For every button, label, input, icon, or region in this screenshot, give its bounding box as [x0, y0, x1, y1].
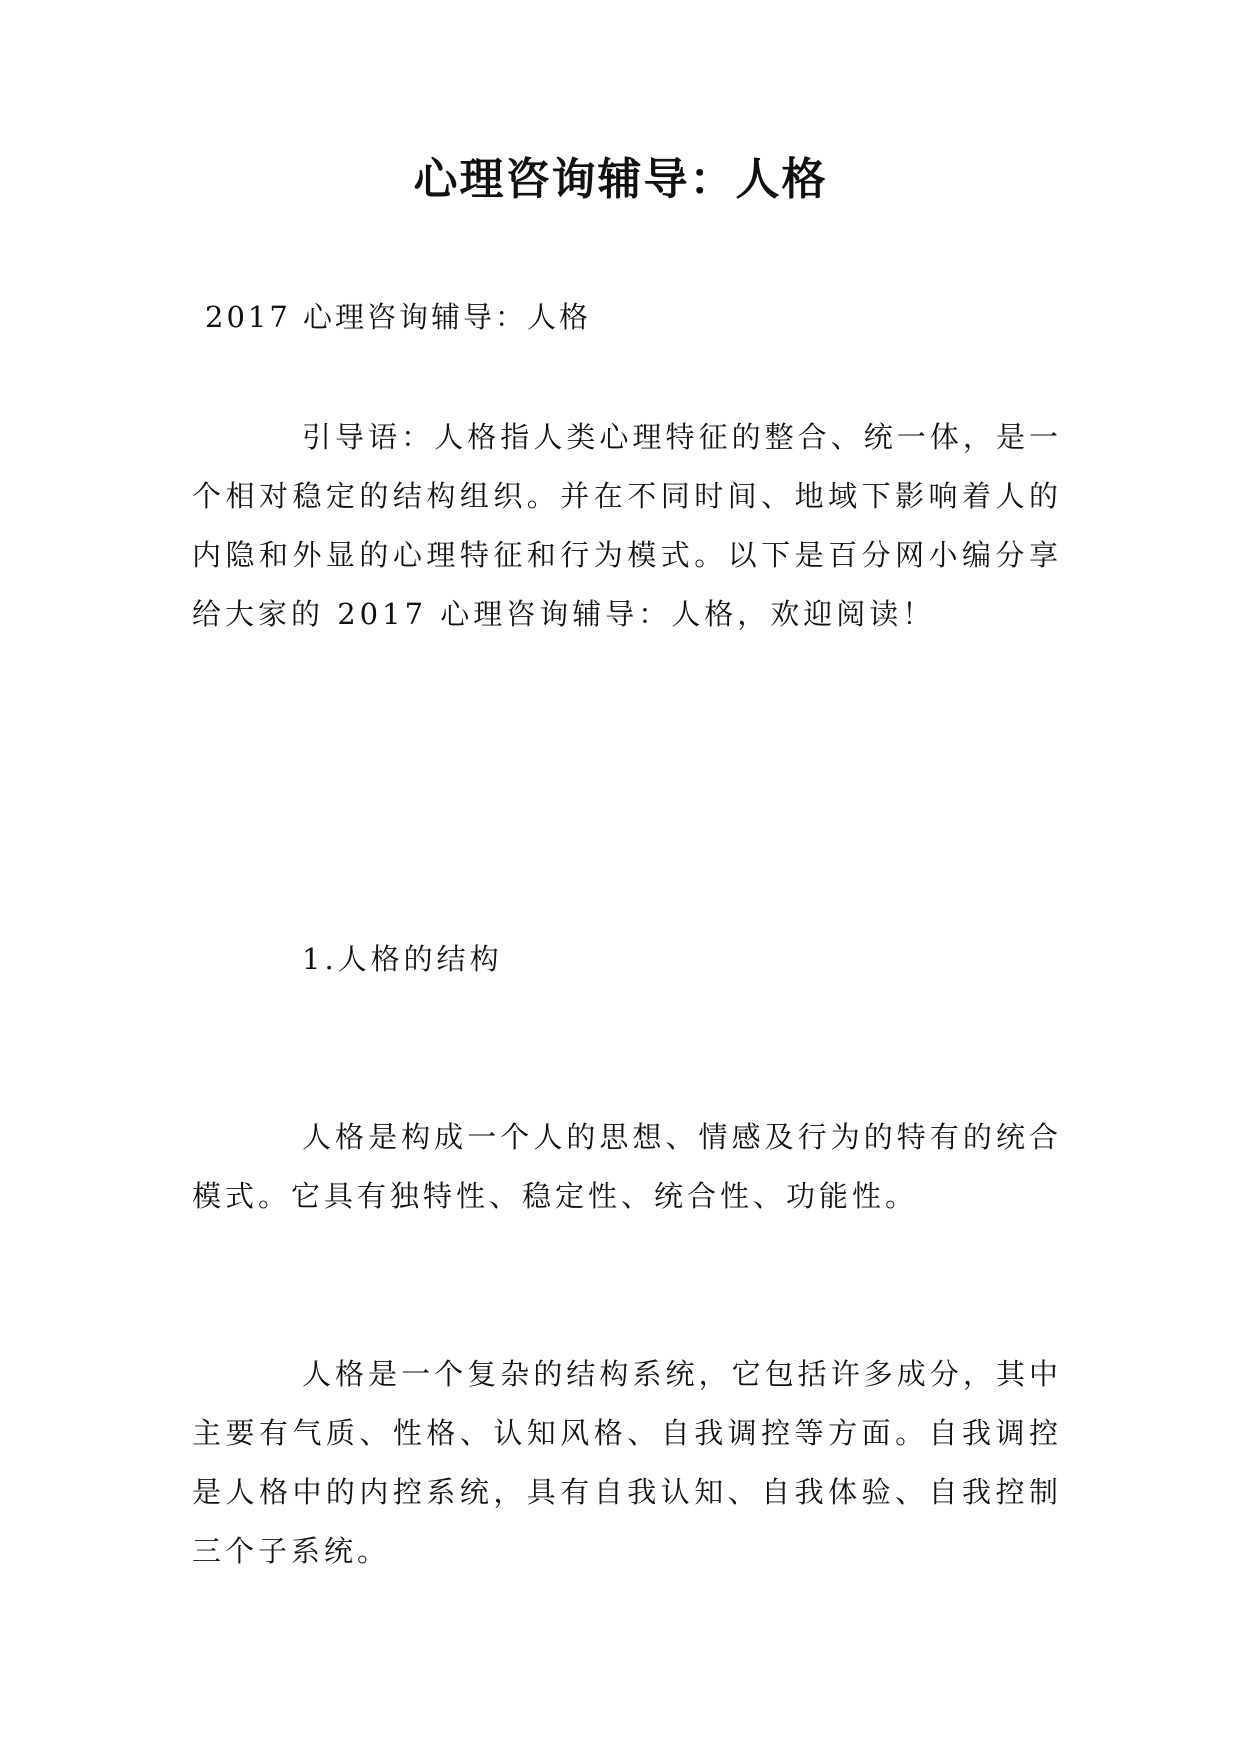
- section-heading: 1.人格的结构: [302, 942, 503, 976]
- body-paragraph: 人格是一个复杂的结构系统，它包括许多成分，其中主要有气质、性格、认知风格、自我调控等方面。自我调控是人格中的内控系统，具有自我认知、自我体验、自我控制三个子系统。: [192, 1357, 1062, 1568]
- body-paragraph: 人格是构成一个人的思想、情感及行为的特有的统合模式。它具有独特性、稳定性、统合性、功能性。: [192, 1120, 1062, 1213]
- intro-paragraph: 引导语：人格指人类心理特征的整合、统一体，是一个相对稳定的结构组织。并在不同时间、地域下影响着人的内隐和外显的心理特征和行为模式。以下是百分网小编分享给大家的 2017 心理咨询辅导：人格，欢迎阅读！: [192, 420, 1062, 631]
- document-subtitle: 2017 心理咨询辅导：人格: [205, 300, 592, 334]
- document-title: 心理咨询辅导：人格: [413, 154, 828, 205]
